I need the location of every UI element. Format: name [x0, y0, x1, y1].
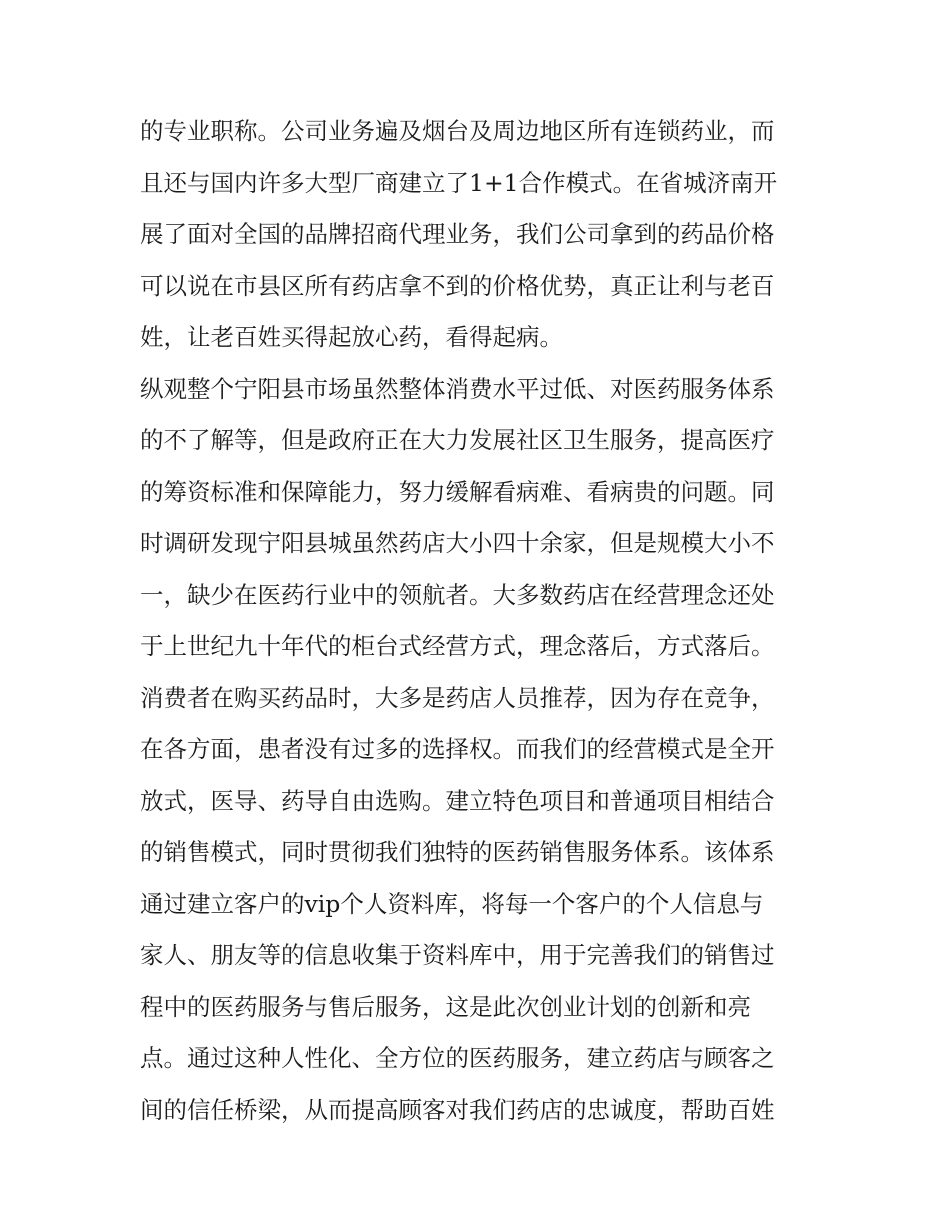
text-line: 间的信任桥梁，从而提高顾客对我们药店的忠诚度，帮助百姓 — [140, 1095, 775, 1124]
text-line: 展了面对全国的品牌招商代理业务，我们公司拿到的药品价格 — [140, 220, 775, 248]
text-line: 消费者在购买药品时，大多是药店人员推荐，因为存在竞争， — [140, 683, 775, 712]
paragraph-2 — [140, 364, 820, 1137]
text-line: 家人、朋友等的信息收集于资料库中，用于完善我们的销售过 — [140, 941, 775, 969]
text-line: 的销售模式，同时贯彻我们独特的医药销售服务体系。该体系 — [140, 838, 775, 866]
text-line: 的不了解等，但是政府正在大力发展社区卫生服务，提高医疗 — [140, 426, 775, 454]
text-line: 的筹资标准和保障能力，努力缓解看病难、看病贵的问题。同 — [140, 477, 775, 506]
text-line: 于上世纪九十年代的柜台式经营方式，理念落后，方式落后。 — [140, 632, 775, 660]
body-text — [140, 106, 820, 1136]
text-line: 的专业职称。公司业务遍及烟台及周边地区所有连锁药业，而 — [140, 117, 775, 145]
paragraph-1 — [140, 106, 820, 364]
text-line: 一，缺少在医药行业中的领航者。大多数药店在经营理念还处 — [140, 580, 775, 609]
text-line: 且还与国内许多大型厂商建立了1+1合作模式。在省城济南开 — [140, 168, 778, 197]
text-line: 姓，让老百姓买得起放心药，看得起病。 — [140, 323, 563, 351]
text-line: 在各方面，患者没有过多的选择权。而我们的经营模式是全开 — [140, 735, 775, 763]
text-line: 点。通过这种人性化、全方位的医药服务，建立药店与顾客之 — [140, 1044, 775, 1072]
text-line: 放式，医导、药导自由选购。建立特色项目和普通项目相结合 — [140, 786, 775, 815]
text-line: 通过建立客户的vip个人资料库，将每一个客户的个人信息与 — [140, 889, 764, 918]
text-line: 可以说在市县区所有药店拿不到的价格优势，真正让利与老百 — [140, 271, 775, 300]
text-line: 纵观整个宁阳县市场虽然整体消费水平过低、对医药服务体系 — [140, 374, 775, 403]
text-line: 程中的医药服务与售后服务，这是此次创业计划的创新和亮 — [140, 992, 751, 1021]
text-line: 时调研发现宁阳县城虽然药店大小四十余家，但是规模大小不 — [140, 529, 775, 557]
